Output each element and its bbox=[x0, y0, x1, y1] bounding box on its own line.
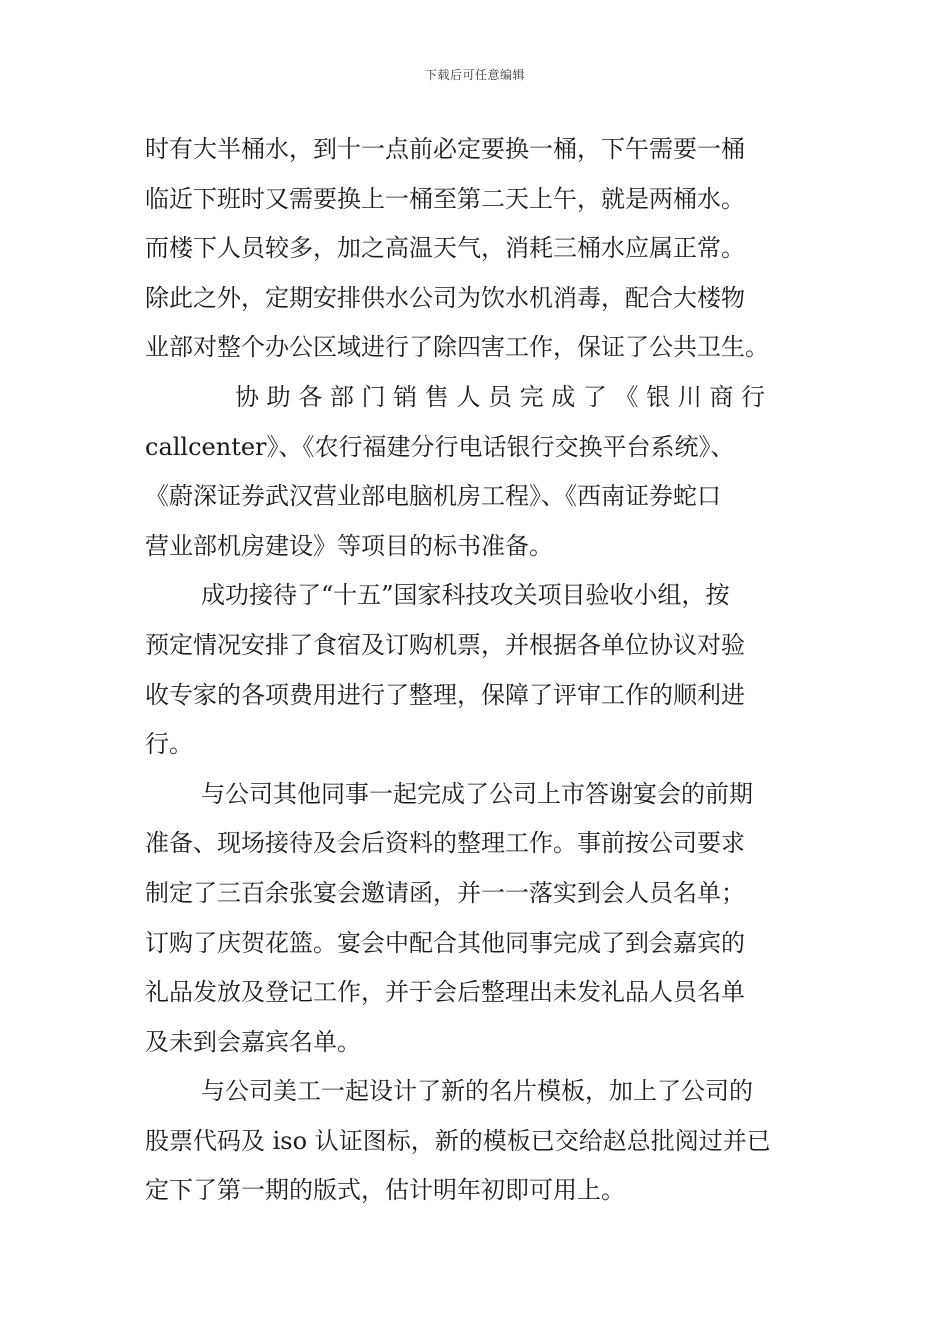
text-line: callcenter》、《农行福建分行电话银行交换平台系统》、 bbox=[145, 432, 735, 461]
text-line: 行。 bbox=[145, 730, 193, 759]
text-line: 营业部机房建设》等项目的标书准备。 bbox=[145, 531, 553, 560]
text-line: 股票代码及 iso 认证图标，新的模板已交给赵总批阅过并已 bbox=[145, 1126, 771, 1155]
paragraph-start-line: 与公司其他同事一起完成了公司上市答谢宴会的前期 bbox=[201, 779, 753, 808]
page-header: 下载后可任意编辑 bbox=[424, 68, 525, 82]
paragraph-start-line: 协 助 各 部 门 销 售 人 员 完 成 了 《 银 川 商 行 bbox=[235, 382, 766, 411]
text-line: 定下了第一期的版式，估计明年初即可用上。 bbox=[145, 1176, 625, 1205]
text-line: 订购了庆贺花篮。宴会中配合其他同事完成了到会嘉宾的 bbox=[145, 928, 745, 957]
text-line: 制定了三百余张宴会邀请函，并一一落实到会人员名单； bbox=[145, 878, 745, 907]
text-line: 而楼下人员较多，加之高温天气，消耗三桶水应属正常。 bbox=[145, 234, 745, 263]
text-line: 预定情况安排了食宿及订购机票，并根据各单位协议对验 bbox=[145, 630, 745, 659]
text-line: 准备、现场接待及会后资料的整理工作。事前按公司要求 bbox=[145, 829, 745, 858]
text-line: 及未到会嘉宾名单。 bbox=[145, 1027, 361, 1056]
text-line: 时有大半桶水，到十一点前必定要换一桶，下午需要一桶 bbox=[145, 135, 745, 163]
text-line: 礼品发放及登记工作，并于会后整理出未发礼品人员名单 bbox=[145, 978, 745, 1007]
text-line: 收专家的各项费用进行了整理，保障了评审工作的顺利进 bbox=[145, 680, 745, 709]
paragraph-start-line: 成功接待了“十五”国家科技攻关项目验收小组，按 bbox=[201, 581, 730, 610]
text-line: 《蔚深证券武汉营业部电脑机房工程》、《西南证券蛇口 bbox=[145, 482, 721, 511]
text-line: 临近下班时又需要换上一桶至第二天上午，就是两桶水。 bbox=[145, 184, 745, 213]
document-body bbox=[145, 125, 805, 1216]
text-line: 业部对整个办公区域进行了除四害工作，保证了公共卫生。 bbox=[145, 333, 769, 362]
text-line: 除此之外，定期安排供水公司为饮水机消毒，配合大楼物 bbox=[145, 283, 745, 312]
paragraph-start-line: 与公司美工一起设计了新的名片模板，加上了公司的 bbox=[201, 1077, 753, 1106]
